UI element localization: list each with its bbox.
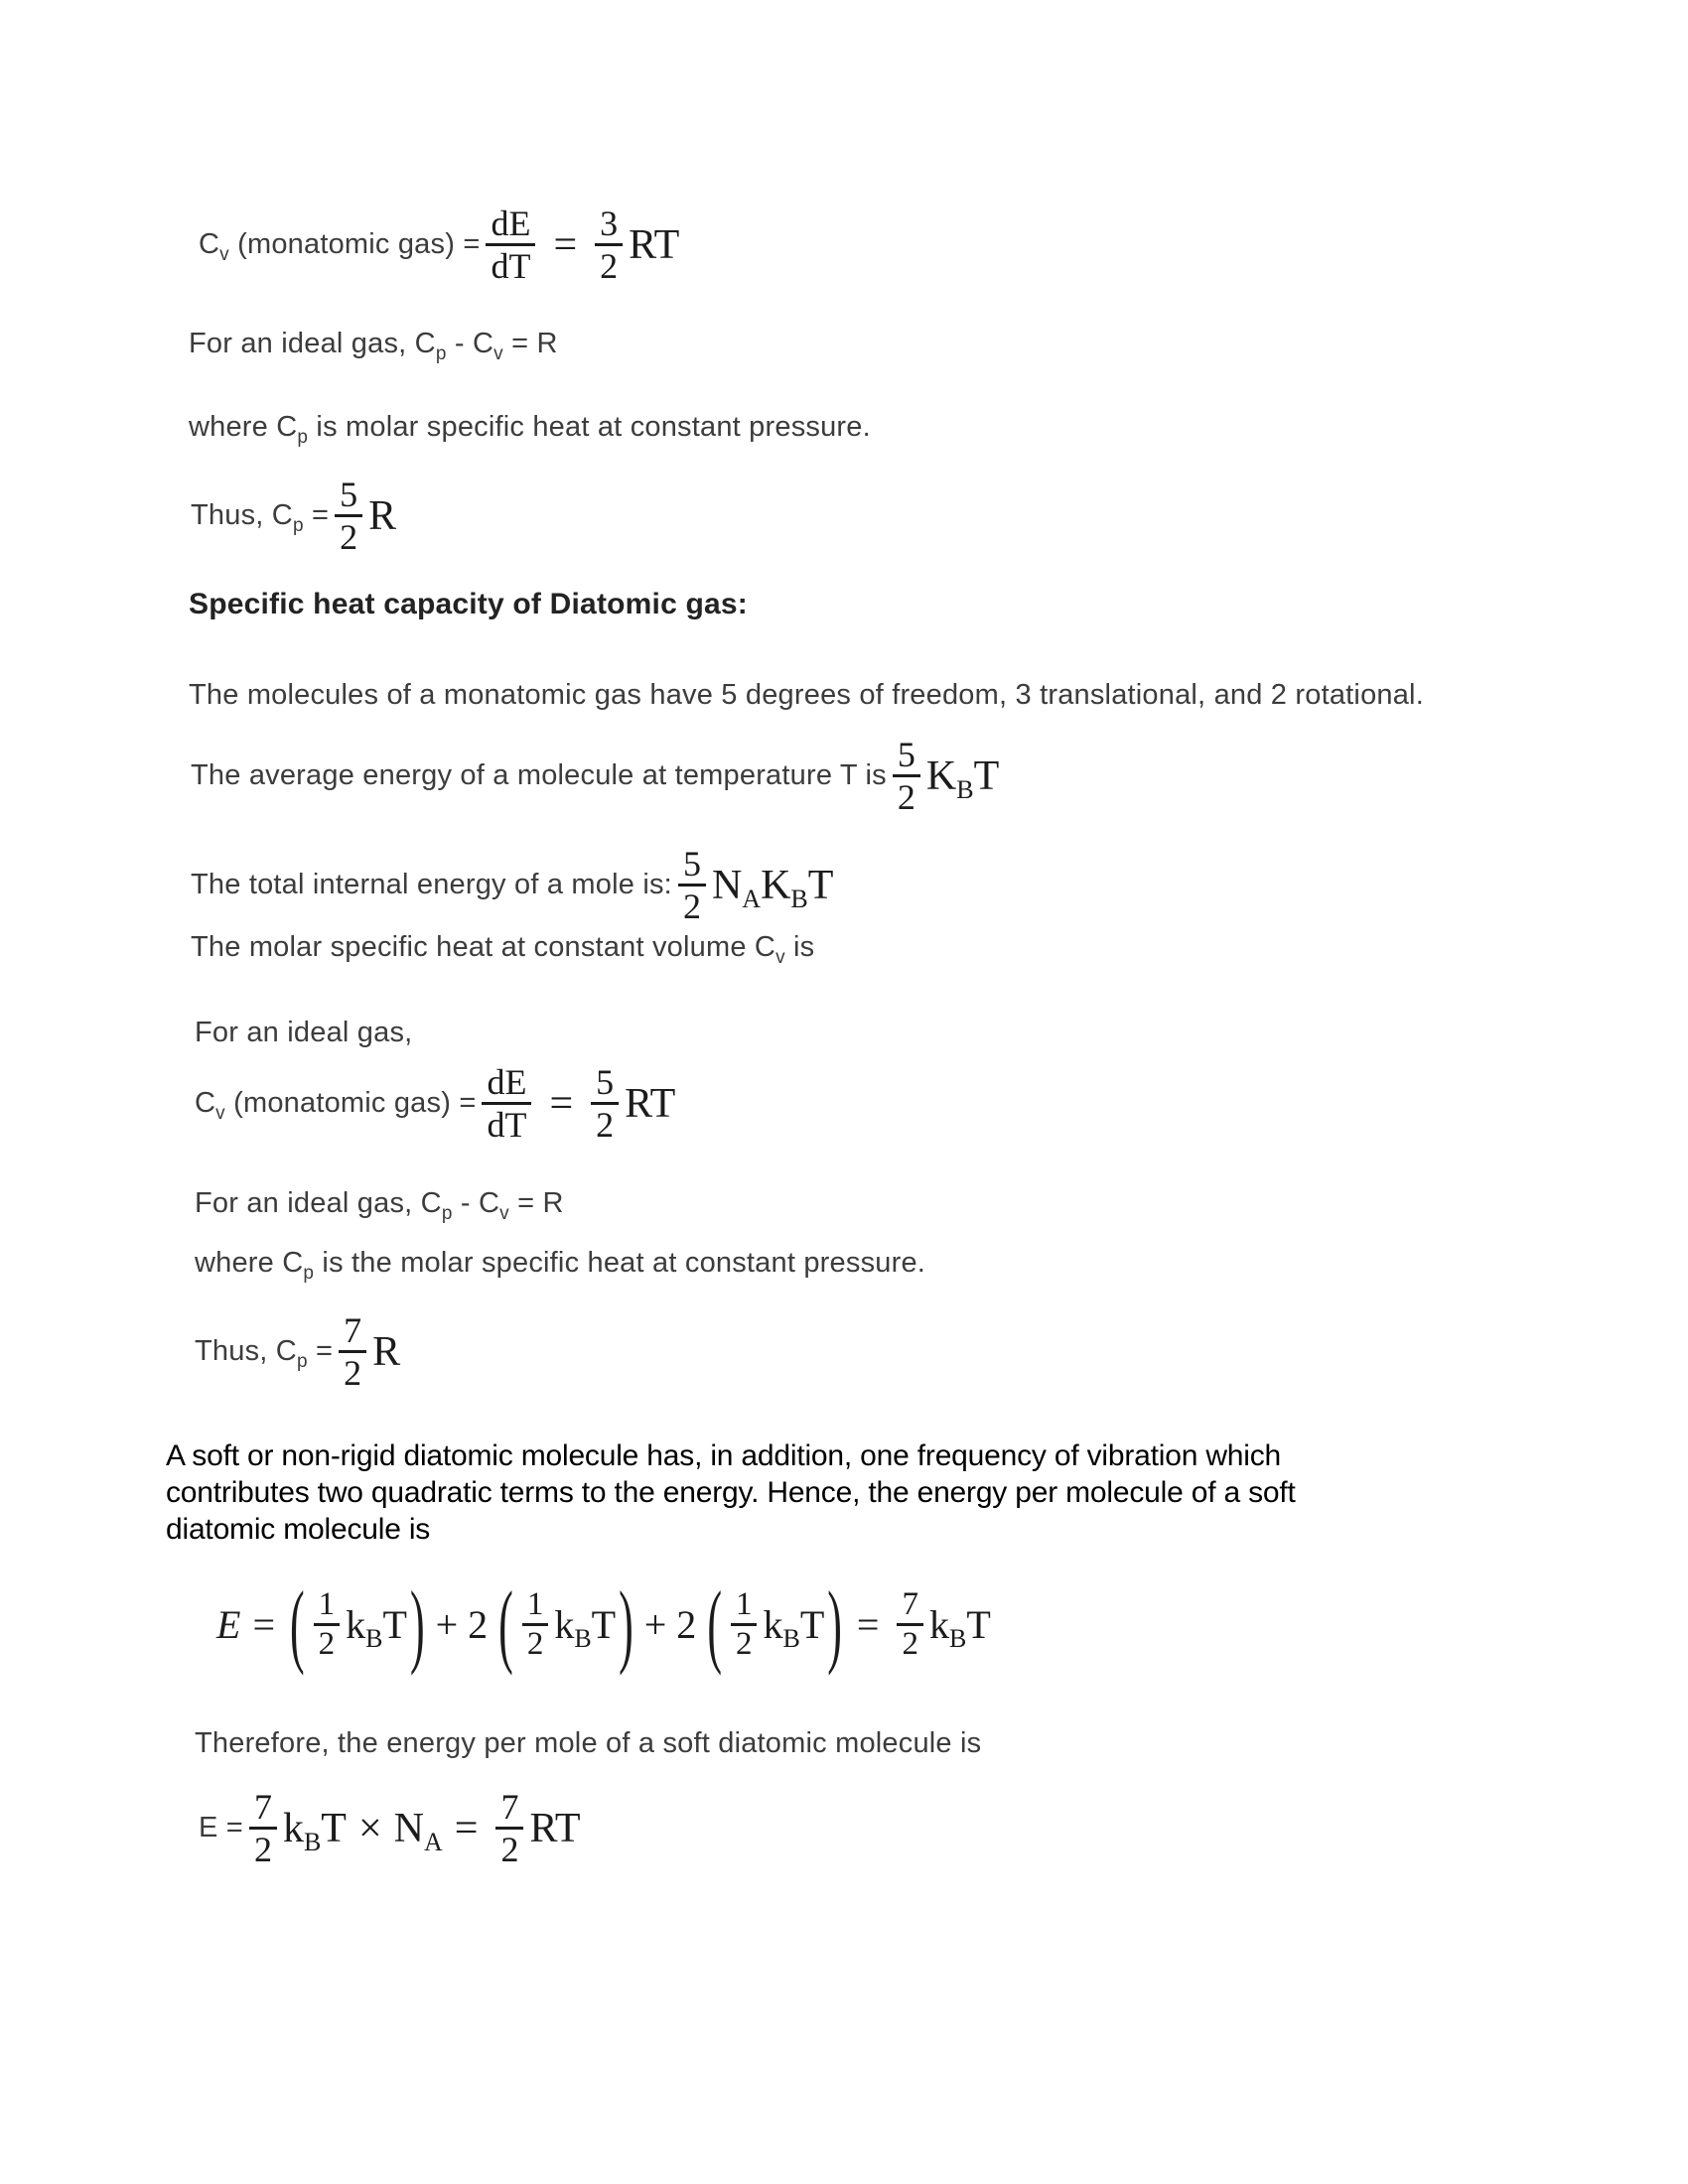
fraction-1-2: $\frac{1}{2}$ [314,1586,341,1663]
line-where-cp-1: where $C_p$ is molar specific heat at constant pressure. [189,411,871,448]
equation-lead-text: The average energy of a molecule at temperature T is [191,759,887,791]
line-ideal-gas-relation-2: For an ideal gas, $C_p - C_v = R$ [195,1187,564,1224]
equals-sign: = [856,1602,880,1647]
equation-cv-monatomic-3-2 [199,204,679,286]
right-paren: ) [827,1571,842,1678]
line-ideal-gas-relation-1: For an ideal gas, $C_p - C_v = R$ [189,328,558,364]
equation-lead-text: The total internal energy of a mole is: [191,869,672,900]
equals-sign: = [252,1602,275,1647]
left-paren: ( [290,1571,305,1678]
paragraph-soft-diatomic [166,1437,1296,1548]
kbt-term: $k_BT$ [282,1805,347,1856]
equals-sign: = [549,1080,574,1127]
fraction-5-2: $\frac{5}{2}$ [678,844,706,926]
equals-sign: = [553,221,578,268]
kbt-term: $k_BT$ [763,1602,825,1653]
equation-tail: RT [629,221,680,268]
equation-cp-5-2-r [191,475,396,557]
equation-tail: R [368,492,397,539]
equation-cv-monatomic-5-2 [195,1062,675,1145]
line-therefore-energy-per-mole: Therefore, the energy per mole of a soft diatomic molecule is [195,1727,982,1759]
fraction-5-2: $\frac{5}{2}$ [591,1062,619,1145]
fraction-1-2: $\frac{1}{2}$ [731,1586,758,1663]
plus-2: + 2 [435,1602,489,1647]
kbt-term: $K_BT$ [925,752,1000,804]
fraction-7-2: $\frac{7}{2}$ [495,1787,523,1869]
fraction-5-2: $\frac{5}{2}$ [893,735,920,817]
equation-tail: RT [625,1080,676,1127]
left-paren: ( [498,1571,513,1678]
kbt-term: $k_BT$ [928,1602,991,1653]
line-molar-specific-heat-cv: The molar specific heat at constant volume $C_v$ is [191,931,815,968]
section-heading-diatomic: Specific heat capacity of Diatomic gas: [189,588,748,620]
kbt-term: $k_BT$ [554,1602,617,1653]
equation-tail: R [372,1328,401,1375]
line-degrees-of-freedom: The molecules of a monatomic gas have 5 degrees of freedom, 3 translational, and 2 rotational. [189,679,1424,711]
fraction-1-2: $\frac{1}{2}$ [522,1586,549,1663]
equation-lead-text: Thus, $C_p$ = [191,499,330,536]
equation-energy-per-molecule [216,1571,991,1678]
fraction-7-2: $\frac{7}{2}$ [339,1310,366,1393]
equation-lead-text: $C_v$ (monatomic gas) = [199,228,481,265]
kbt-term: $k_BT$ [346,1602,407,1653]
left-paren: ( [707,1571,722,1678]
na-kb-t-term: $N_AK_BT$ [711,862,834,913]
equation-total-internal-energy [191,844,833,926]
right-paren: ) [619,1571,633,1678]
fraction-dE-dT: $\frac{dE}{dT}$ [486,204,535,286]
na-term: $N_A$ [393,1805,443,1856]
plus-2: + 2 [643,1602,697,1647]
paragraph-line: A soft or non-rigid diatomic molecule has, in addition, one frequency of vibration which [166,1439,1282,1472]
equation-tail: RT [529,1805,581,1851]
equation-lead-text: $C_v$ (monatomic gas) = [195,1087,477,1124]
times-sign: × [357,1805,382,1851]
E-symbol: E [216,1602,241,1647]
equals-sign: = [454,1805,479,1851]
line-where-cp-2: where $C_p$ is the molar specific heat at constant pressure. [195,1247,926,1284]
paragraph-line: diatomic molecule is [166,1513,431,1546]
fraction-7-2: $\frac{7}{2}$ [249,1787,277,1869]
fraction-7-2: $\frac{7}{2}$ [897,1586,923,1663]
fraction-5-2: $\frac{5}{2}$ [335,475,362,557]
paragraph-line: contributes two quadratic terms to the energy. Hence, the energy per molecule of a soft [166,1476,1296,1509]
right-paren: ) [409,1571,425,1678]
fraction-dE-dT: $\frac{dE}{dT}$ [482,1062,531,1145]
equation-energy-per-mole [199,1787,581,1869]
equation-average-energy [191,735,999,817]
fraction-3-2: $\frac{3}{2}$ [595,204,623,286]
equation-lead-text: E = [199,1812,243,1843]
line-for-an-ideal-gas: For an ideal gas, [195,1017,413,1048]
equation-lead-text: Thus, $C_p$ = [195,1335,334,1372]
equation-cp-7-2-r [195,1310,400,1393]
